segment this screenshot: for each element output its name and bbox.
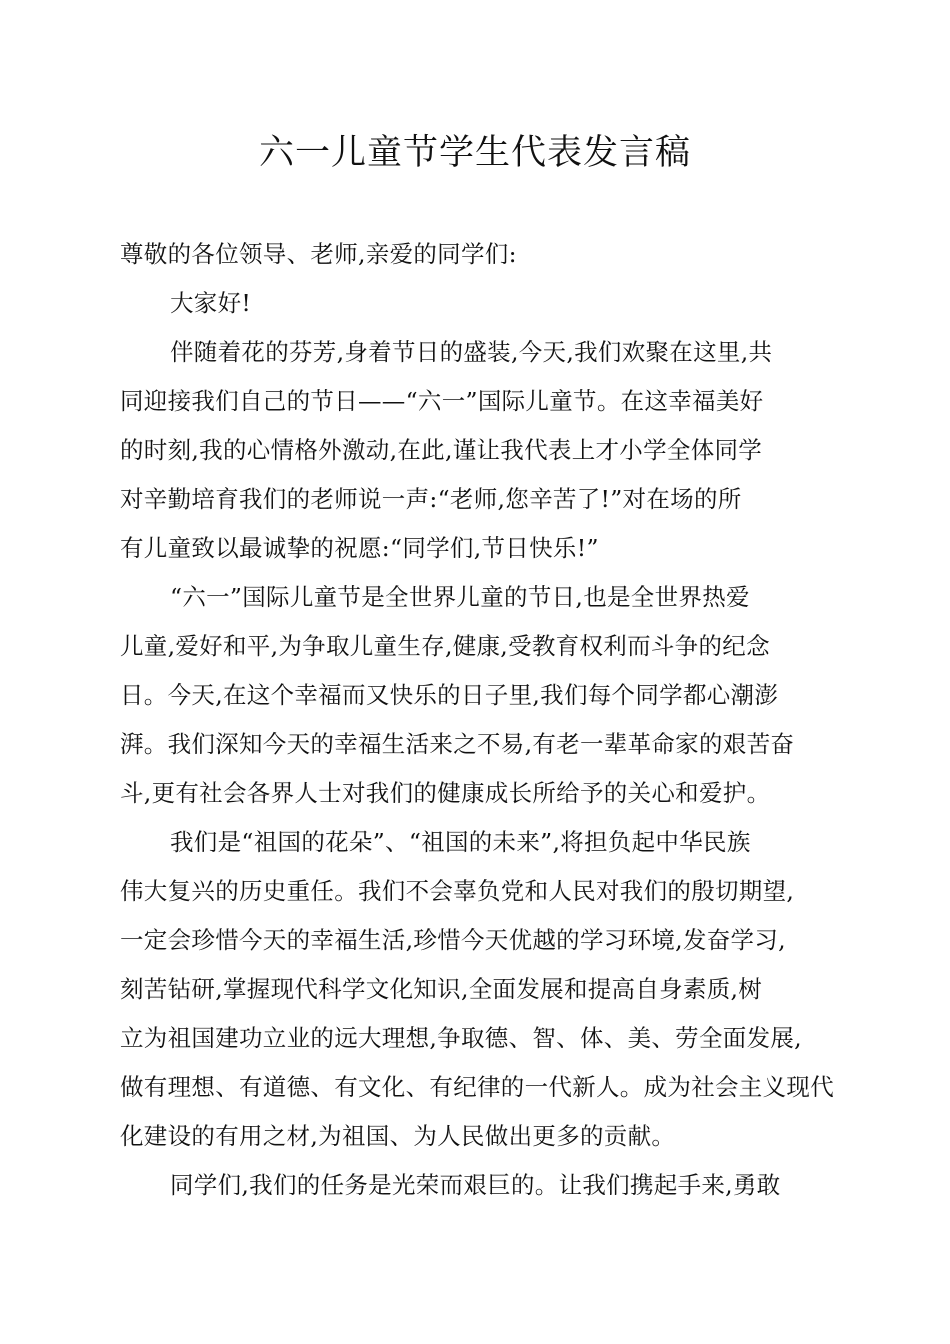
paragraph-3-line-1: 我们是“祖国的花朵”、“祖国的未来”,将担负起中华民族 <box>170 828 751 856</box>
document-title: 六一儿童节学生代表发言稿 <box>258 133 691 173</box>
paragraph-3-line-4: 刻苦钻研,掌握现代科学文化知识,全面发展和提高自身素质,树 <box>120 975 763 1003</box>
paragraph-1-line-2: 同迎接我们自己的节日——“六一”国际儿童节。在这幸福美好 <box>120 387 764 415</box>
paragraph-2-line-5: 斗,更有社会各界人士对我们的健康成长所给予的关心和爱护。 <box>120 779 771 807</box>
paragraph-4-line-1: 同学们,我们的任务是光荣而艰巨的。让我们携起手来,勇敢 <box>170 1171 781 1199</box>
paragraph-3-line-2: 伟大复兴的历史重任。我们不会辜负党和人民对我们的殷切期望, <box>120 877 795 905</box>
paragraph-1-line-3: 的时刻,我的心情格外激动,在此,谨让我代表上才小学全体同学 <box>120 436 763 464</box>
paragraph-1-line-1: 伴随着花的芬芳,身着节日的盛装,今天,我们欢聚在这里,共 <box>170 338 773 366</box>
paragraph-2-line-2: 儿童,爱好和平,为争取儿童生存,健康,受教育权利而斗争的纪念 <box>120 632 770 660</box>
paragraph-3-line-7: 化建设的有用之材,为祖国、为人民做出更多的贡献。 <box>120 1122 676 1150</box>
greeting-line: 大家好! <box>170 289 252 317</box>
paragraph-1-line-5: 有儿童致以最诚挚的祝愿:“同学们,节日快乐!” <box>120 534 599 562</box>
paragraph-2-line-1: “六一”国际儿童节是全世界儿童的节日,也是全世界热爱 <box>170 583 750 611</box>
paragraph-3-line-5: 立为祖国建功立业的远大理想,争取德、智、体、美、劳全面发展, <box>120 1024 802 1052</box>
paragraph-2-line-3: 日。今天,在这个幸福而又快乐的日子里,我们每个同学都心潮澎 <box>120 681 779 709</box>
salutation-line: 尊敬的各位领导、老师,亲爱的同学们: <box>120 240 517 268</box>
document-body <box>120 230 842 1210</box>
paragraph-1-line-4: 对辛勤培育我们的老师说一声:“老师,您辛苦了!”对在场的所 <box>120 485 742 513</box>
paragraph-3-line-6: 做有理想、有道德、有文化、有纪律的一代新人。成为社会主义现代 <box>120 1073 834 1101</box>
paragraph-3-line-3: 一定会珍惜今天的幸福生活,珍惜今天优越的学习环境,发奋学习, <box>120 926 786 954</box>
paragraph-2-line-4: 湃。我们深知今天的幸福生活来之不易,有老一辈革命家的艰苦奋 <box>120 730 795 758</box>
